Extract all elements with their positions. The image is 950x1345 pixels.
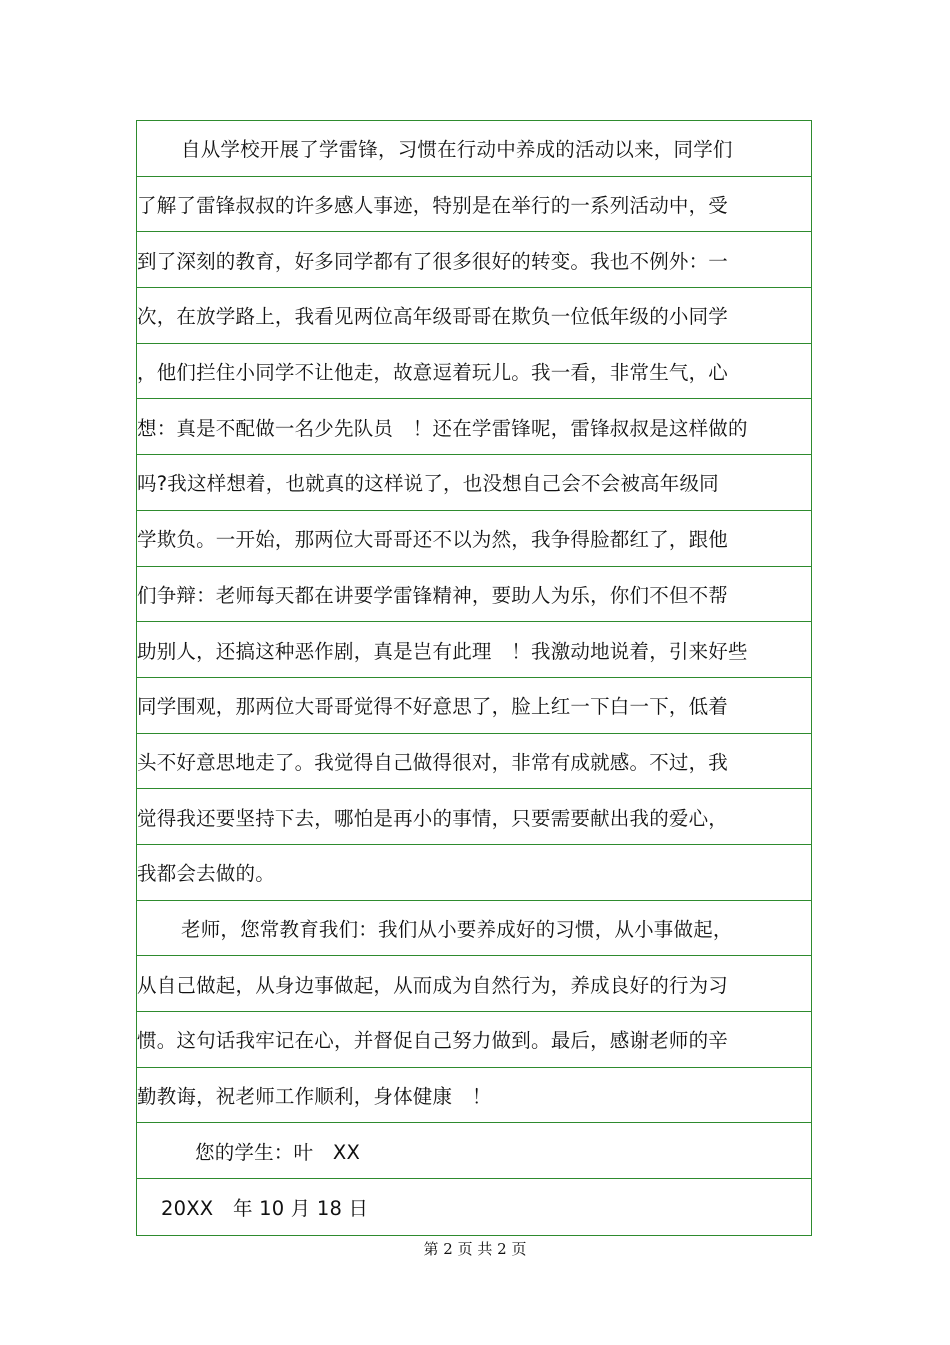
text-line: 老师，您常教育我们：我们从小要养成好的习惯，从小事做起， bbox=[137, 901, 811, 957]
text-line: 了解了雷锋叔叔的许多感人事迹，特别是在举行的一系列活动中，受 bbox=[137, 177, 811, 233]
text-line: 们争辩：老师每天都在讲要学雷锋精神，要助人为乐，你们不但不帮 bbox=[137, 567, 811, 623]
text-line: 我都会去做的。 bbox=[137, 845, 811, 901]
text-line: 助别人，还搞这种恶作剧，真是岂有此理 ！我激动地说着，引来好些 bbox=[137, 622, 811, 678]
text-line: 觉得我还要坚持下去，哪怕是再小的事情，只要需要献出我的爱心， bbox=[137, 789, 811, 845]
text-line: 自从学校开展了学雷锋，习惯在行动中养成的活动以来，同学们 bbox=[137, 121, 811, 177]
text-line: 从自己做起，从身边事做起，从而成为自然行为，养成良好的行为习 bbox=[137, 956, 811, 1012]
text-line: 想：真是不配做一名少先队员 ！还在学雷锋呢，雷锋叔叔是这样做的 bbox=[137, 399, 811, 455]
text-line: 同学围观，那两位大哥哥觉得不好意思了，脸上红一下白一下，低着 bbox=[137, 678, 811, 734]
page-number: 第 2 页 共 2 页 bbox=[423, 1240, 527, 1258]
text-line: ，他们拦住小同学不让他走，故意逗着玩儿。我一看，非常生气，心 bbox=[137, 344, 811, 400]
text-line: 次，在放学路上，我看见两位高年级哥哥在欺负一位低年级的小同学 bbox=[137, 288, 811, 344]
text-line: 吗?我这样想着，也就真的这样说了，也没想自己会不会被高年级同 bbox=[137, 455, 811, 511]
text-line: 勤教诲，祝老师工作顺利，身体健康 ！ bbox=[137, 1068, 811, 1124]
text-line: 头不好意思地走了。我觉得自己做得很对，非常有成就感。不过，我 bbox=[137, 734, 811, 790]
text-line: 惯。这句话我牢记在心，并督促自己努力做到。最后，感谢老师的辛 bbox=[137, 1012, 811, 1068]
signature-line: 您的学生：叶 XX bbox=[137, 1123, 811, 1179]
letter-grid bbox=[136, 120, 812, 1236]
text-line: 学欺负。一开始，那两位大哥哥还不以为然，我争得脸都红了，跟他 bbox=[137, 511, 811, 567]
text-line: 到了深刻的教育，好多同学都有了很多很好的转变。我也不例外：一 bbox=[137, 232, 811, 288]
date-line: 20XX 年 10 月 18 日 bbox=[161, 1196, 369, 1220]
